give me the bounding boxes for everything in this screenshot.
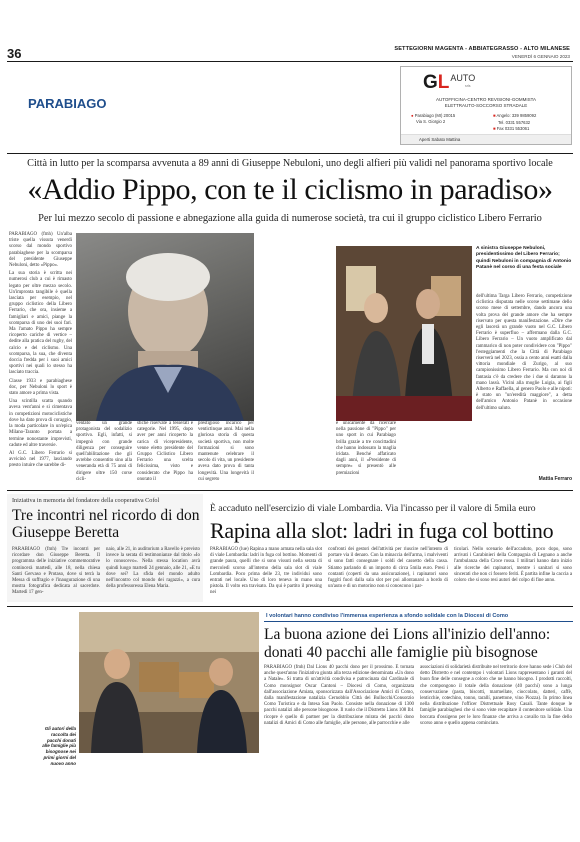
advert-services-line1: AUTOFFICINA-CENTRO REVISIONI-GOMMISTA	[435, 97, 537, 102]
slot-kicker: È accaduto nell'esercizio di viale Lombardia. Via l'incasso per il valore di 5mila euro	[210, 503, 536, 514]
beretta-col1: PARABIAGO (fmh) Tre incontri per ricordare don Giuseppe Beretta. Il programma delle iniziative commemorative comincerà martedì, alle 18, nella chiesa Santi Gervaso e Protaso, dove si terrà la Messa di suffragio e l'inaugurazione di una mostra fotografica dedicata al sacerdote. Martedì 17 gen-	[12, 547, 100, 596]
main-photo-caption: A sinistra Giuseppe Nebuloni, presidentissimo del Libero Ferrario; quindi Nebuloni in compagnia di Antonio Patanè nel corso di una festa sociale	[476, 246, 572, 270]
nebuloni-portrait-photo	[76, 233, 254, 421]
party-photo-illustration	[336, 246, 472, 421]
slot-col2: confronti dei gestori dell'attività per riuscire nell'intento di portare via il denaro. Con la minaccia dell'arma, i malviventi si sono fatti consegnare i soldi del cassetto della cassa. Stiamo parlando di un importo di circa 5mila euro. Presi i contanti (coperti da una assicurazione), i rapinatori sono fuggiti fuori dalla sala slot per poi allontanarsi a bordo di un'auto e di un motorino non si conoscono i par-	[328, 547, 448, 590]
advert-address-line1: Parabiago (MI) 20015	[414, 113, 456, 118]
advert-hours: Aperti Sabato Mattina	[419, 137, 461, 142]
main-article-col6: dell'ultima Targa Libero Ferrario, competizione ciclistica disputata nelle scorse settimane dello scorso mese di settembre, dando ancora una volta prova del grande amore che ha sempre riservato per questa manifestazione. «Dire che egli lascerà un grande vuoto nel G.C. Libero Ferrario è superfluo – affermano dalla G.C. Libero Ferrario – Un vuoto amplificato dal rammarico di non poter condividere con "Pippo" l'esteggiamenti che la Città di Parabiago riserverà nel 2023, ossia a cento anni esatti dalla vittoria mondiale di Zurigo, al suo campionissimo Libero Ferrario. Ma con noi di fantasia c'è da credere che i due si daranno la mano lassù. Vicini alla moglie Luigia, ai figli Alberto e Raffaella, al genero Paolo e alle nipoti: è stato un "un'eredità maggiore", a detta dell'amico Antonio Patanè in occasione dell'ultimo saluto.	[476, 294, 572, 411]
fax-icon: ■	[493, 126, 496, 131]
main-headline: «Addio Pippo, con te il ciclismo in paradiso»	[27, 173, 553, 206]
gl-auto-advert[interactable]	[400, 66, 572, 145]
logo-sub: srls	[465, 84, 471, 88]
advert-address-line2: Via S. Giorgio 2	[416, 119, 446, 124]
location-pin-icon: ●	[411, 113, 414, 118]
logo-word: AUTO	[450, 73, 476, 83]
issue-date: VENERDÌ 6 GENNAIO 2023	[511, 54, 570, 59]
header-rule	[7, 61, 573, 62]
main-col1-para1: PARABIAGO (fmh) Un'alba triste quella vissuta venerdì scorso dal mondo sportivo parabiaghese per la scomparsa del presidente Giuseppe Nebuloni, detto «Pippo».	[9, 232, 72, 269]
main-article-col2: ventato un grande protagonista del sodalizio sportivo. Egli, infatti, si impegnò con grande diligenza per conseguire quell'abilitazione che gli avrebbe consentito sino alla veneranda età di 75 anni di dirigere oltre 150 corse cicli-	[76, 421, 132, 482]
main-article-top-rule	[7, 153, 573, 154]
lions-headline: La buona azione dei Lions all'inizio dell'anno: donati 40 pacchi alle famiglie più bisognose	[264, 626, 551, 661]
advert-services-line2: ELETTRAUTO-SOCCORSO STRADALE	[444, 103, 528, 108]
main-article-col4: prestigioso incarico per ventictinque anni. Mai nella gloriosa storia di questa società sportiva, non molte formazioni si sono mantenute celebrare il secolo di vita, un presidente aveva dato prova di tanta longevità. Una longevità il cui segreto	[198, 421, 254, 482]
main-col1-para2: La sua storia è scritta nei numerosi club a cui è rimasto legato per oltre mezzo secolo. Un'impronta tangibile è quella lasciata per esempio, nel gruppo ciclistico della Libero Ferrario, che ora, insieme a famigliari e amici, piange la scomparsa di uno dei suoi fari. Ma l'amato Pippo ha sempre ricoperto cariche di vertice – dedite alla pratica del rugby, del calcio e del ciclismo. Una scomparsa, la sua, che diventa doccia fredda per i suoi amici sportivi nei quali lo stesso ha lasciato traccia.	[9, 271, 72, 376]
beretta-col2: naio, alle 21, in auditorium a Ravello è previsto invece la serata di testimonianze dal titolo «Io lo conoscevo». Nella stessa location avrà quindi luogo martedì 24 gennaio, alle 21, «E tu dove sei? La sfida del mondo adulto nell'incontro col mondo dei ragazzi», a cura della professoressa Elena Maria.	[106, 547, 200, 590]
slot-col3: ticolari. Nello scenario dell'accaduto, poco dopo, sono arrivati i Carabinieri della Compagnia di Legnano a anche l'ambulanza della Croce rossa. I militari hanno dato inizio alle ricerche dei rapinatori, mentre i sanitari si sono sincerati che non ci fossero feriti. È partita infine la caccia a coloro che si sono resi autori del colpo di fine anno.	[454, 547, 572, 584]
logo-letter-g: G	[423, 72, 438, 93]
lions-volunteers-photo	[79, 612, 259, 753]
beretta-kicker: Iniziativa in memoria del fondatore della cooperativa Cofol	[12, 497, 160, 504]
lions-col2: associazioni di solidarietà distribuite nel territorio dove hanno sede i Club del detto Distretto e nel contempo i volontari Lions rappresentano i garanti del buon fine delle consegne a coloro che ne hanno bisogno. I prodotti raccolti, che compongono il totale della donazione (40 pacchi) sono a lunga conservazione (pasta, biscotti, marmellate, cioccolato, datteri, caffè, lenticchie, cotechino, tonno, tarallí, panettone, vino Piozza). In primo linea nella distribuzione l'officer Distrettuale Rosy Casali. Tante donque le famiglie parabiaghesi che si sono viste recapitare il contenitore solidale. Una boccata d'ossigeno per le loro finanze che arriva a cavallo tra la fine dello scorso anno e quello appena cominciato.	[420, 665, 572, 726]
logo-letter-l: L	[437, 72, 450, 93]
advert-phone: Angelo: 339 9859092	[496, 113, 537, 118]
page-number: 36	[7, 46, 22, 61]
advert-hours-bar	[401, 134, 571, 144]
slot-col1: PARABIAGO (lue) Rapina a mano armata nella sala slot di viale Lombardia: ladri in fuga col bottino. Momenti di grande paura, quelli che si sono vissuti nella serata di mercoledì scorso all'interno della sala slot di viale Lombardia. Poco prima delle 23, tre individui sono entrati nel locale. Uno di loro teneva in mano una pistola. Il volto era travisato. Da qui è partito il pressing nei	[210, 547, 322, 596]
lions-photo-caption: Gli autori della raccolta dei pacchi donati alle famiglie più bisognose nei primi giorni del nuovo anno	[42, 726, 76, 766]
paper-title: SETTEGIORNI MAGENTA - ABBIATEGRASSO - ALTO MILANESE	[394, 46, 570, 52]
main-col1-para3: Classe 1933 e parabiaghese doc, per Nebuloni lo sport è stato amore a prima vista.	[9, 378, 72, 397]
advert-fax: Fax 0331 553061	[496, 126, 530, 131]
advert-tel: Tel. 0331 557632	[498, 119, 531, 125]
slot-headline: Rapina alla slot: ladri in fuga col bottino	[210, 518, 554, 543]
main-article-col5: è unicamente da ricercare nella passione di "Pippo" per uno sport in cui Parabiago brilla grazie a tre concittadini che hanno indossato la maglia iridata. Benché affaticato dagli anni, il «Presidente di sempre» si presentò alle premiazioni	[336, 421, 396, 476]
lions-col1: PARABIAGO (fmh) Dal Lions 40 pacchi dono per il prossimo. E tornata anche quest'anno l'iniziativa giunta alla terza edizione denominata «Un dono a Natale». Si tratta di un'attività condivisa e patrocinata dal Cardinale di Como monsignor Oscar Cantoni – Diocesi di Como, organizzata dall'associazione Amiata, sponsorizzata dall'Associazione Amici di Como, dalla manifestazione natalizia Cernobbio Città dei Bullocchi/Consorzio Como Turistica e da Intesa San Paolo. Consiste nella donazione di 1300 pacchi natalizi alle persone bisognose. Il ruolo che il Distretto Lions 108 Ib1 ricopre è quello di partner per la distribuzione mirata dei pacchi dono natalizi di Amici di Como alle famiglie, alle persone, alle parrocchie e alle	[264, 665, 414, 726]
gl-auto-logo	[423, 73, 475, 93]
advert-address	[411, 113, 455, 125]
lions-kicker: I volontari hanno condiviso l'immensa esperienza a sfondo solidale con la Diocesi di Como	[266, 613, 509, 619]
phone-icon: ■	[493, 113, 496, 118]
main-col1-para5: Al G.C. Libero Ferrario si avvicinò nel 1977, lasciando presto intuire che sarebbe di-	[9, 450, 72, 469]
lions-photo-illustration	[79, 612, 259, 753]
nebuloni-patane-photo	[336, 246, 472, 421]
advert-contacts	[493, 113, 536, 133]
portrait-illustration	[76, 233, 254, 421]
beretta-headline: Tre incontri nel ricordo di don Giuseppe Beretta	[12, 507, 200, 541]
main-article-col3: stiche riservate a tesserati e categorie. Nel 1995, dopo aver per anni ricoperto la carica di vicepresidente, venne eletto presidente del Gruppo Ciclistico Libero Ferrario una scelta felicissima, visto e considerato che Pippo ha onorato il	[137, 421, 193, 482]
lower-section-rule	[7, 490, 573, 491]
main-subheadline: Per lui mezzo secolo di passione e abnegazione alla guida di numerose società, tra cui il gruppo ciclistico Libero Ferrario	[38, 213, 542, 224]
main-kicker: Città in lutto per la scomparsa avvenuta a 89 anni di Giuseppe Nebuloni, uno degli alfieri più validi nel panorama sportivo locale	[27, 158, 553, 169]
main-col1-para4: Una scintilla scatta quando aveva vent'anni e si cimentava in competizioni motociclistiche dove ha dato prova di coraggio, la moda particolare in un'epica Milano-Taranto portata a termine nonostante imprevisti, cadute ed altre traversie.	[9, 399, 72, 448]
main-byline: Mattia Ferraro	[538, 476, 572, 482]
lions-section-rule	[7, 606, 573, 607]
main-article-col1	[9, 232, 72, 469]
section-label: PARABIAGO	[28, 96, 107, 111]
